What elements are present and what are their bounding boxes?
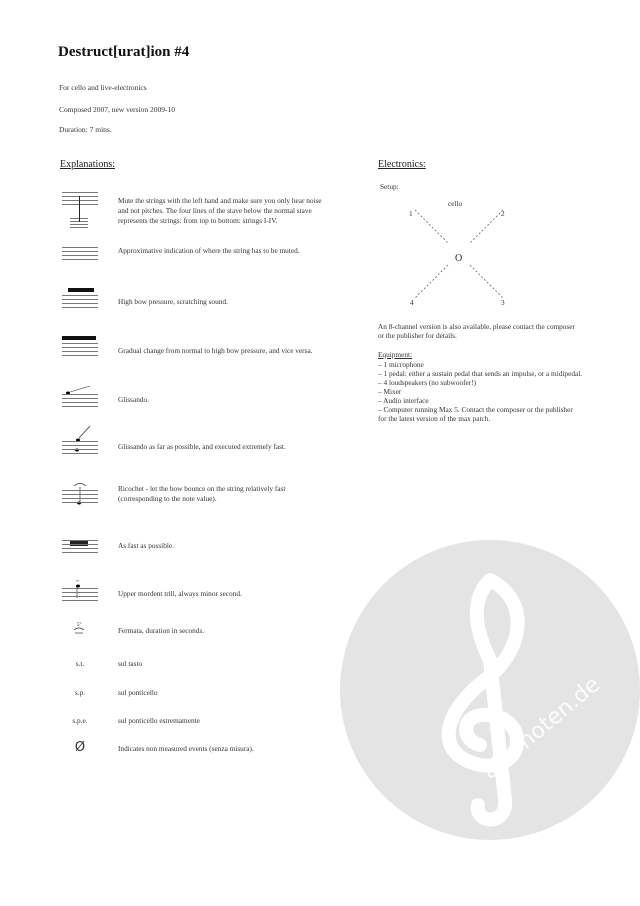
explanation-text: Glissando. [118,395,150,404]
mordent-notation-icon [62,578,98,600]
watermark-text: alle-noten.de [477,672,606,785]
fast-glissando-notation-icon [62,424,98,454]
watermark [340,540,640,840]
subtitle: For cello and live-electronics [59,83,147,92]
duration: Duration: 7 mins. [59,125,112,134]
speaker-4: 4 [410,298,414,307]
svg-text:5": 5" [77,623,82,628]
explanation-text: Mute the strings with the left hand and make sure you only hear noise and not pitches. The four lines of the stave below the normal stave represents the strings: from top to bottom: strings I-IV. [118,196,322,225]
fast-as-possible-notation-icon [62,537,98,555]
speaker-3: 3 [501,298,505,307]
cello-position-icon: O [455,253,463,264]
explanation-text: Glissando as far as possible, and executed extremely fast. [118,442,286,451]
ricochet-notation-icon [62,482,98,504]
eight-channel-note: An 8-channel version is also available, please contact the composer or the publisher for details. [378,322,575,340]
mute-position-notation-icon [62,246,98,260]
explanation-text: Upper mordent trill, always minor second. [118,589,242,598]
explanation-text: sul ponticello [118,688,158,697]
explanation-text: Fermata, duration in seconds. [118,626,205,635]
equipment-item: – Computer running Max 5. Contact the composer or the publisher for the latest version of the max patch. [378,405,573,423]
composed: Composed 2007, new version 2009-10 [59,105,176,114]
explanation-text: Ricochet - let the bow bounce on the string relatively fast (corresponding to the note value). [118,484,286,503]
speaker-1: 1 [409,209,413,218]
explanation-text: High bow pressure, scratching sound. [118,297,228,306]
equipment-item: – Audio interface [378,396,429,405]
equipment-item: – 1 pedal: either a sustain pedal that sends an impulse, or a midipedal. [378,369,583,378]
page-title: Destruct[urat]ion #4 [58,44,190,60]
equipment-label: Equipment: [378,350,413,359]
explanation-text: As fast as possible. [118,541,174,550]
electronics-heading: Electronics: [378,159,426,170]
senza-misura-icon: Ø [74,740,86,755]
high-bow-pressure-notation-icon [62,288,98,308]
equipment-list [378,360,582,423]
treble-clef-icon [340,540,640,840]
muted-strings-notation-icon [62,190,98,230]
gradual-pressure-notation-icon [62,336,98,356]
setup-label: Setup: [380,182,399,191]
abbreviation: s.p.e. [72,716,88,725]
abbreviation: s.p. [74,688,86,697]
fermata-notation-icon [62,620,98,634]
explanation-text: Approximative indication of where the string has to be muted. [118,246,300,255]
explanation-text: sul tasto [118,659,143,668]
equipment-item: – 4 loudspeakers (no subwoofer!) [378,378,477,387]
equipment-item: – Mixer [378,387,402,396]
explanation-text: Gradual change from normal to high bow pressure, and vice versa. [118,346,313,355]
explanations-heading: Explanations: [60,159,115,170]
abbreviation: s.t. [75,659,85,668]
glissando-notation-icon [62,386,98,406]
explanation-text: sul ponticello estremamente [118,716,200,725]
explanation-text: Indicates non measured events (senza misura). [118,744,254,753]
speaker-2: 2 [501,209,505,218]
setup-diagram [400,195,520,315]
cello-label: cello [448,199,463,208]
equipment-item: – 1 microphone [378,360,424,369]
svg-text:~: ~ [76,579,80,585]
